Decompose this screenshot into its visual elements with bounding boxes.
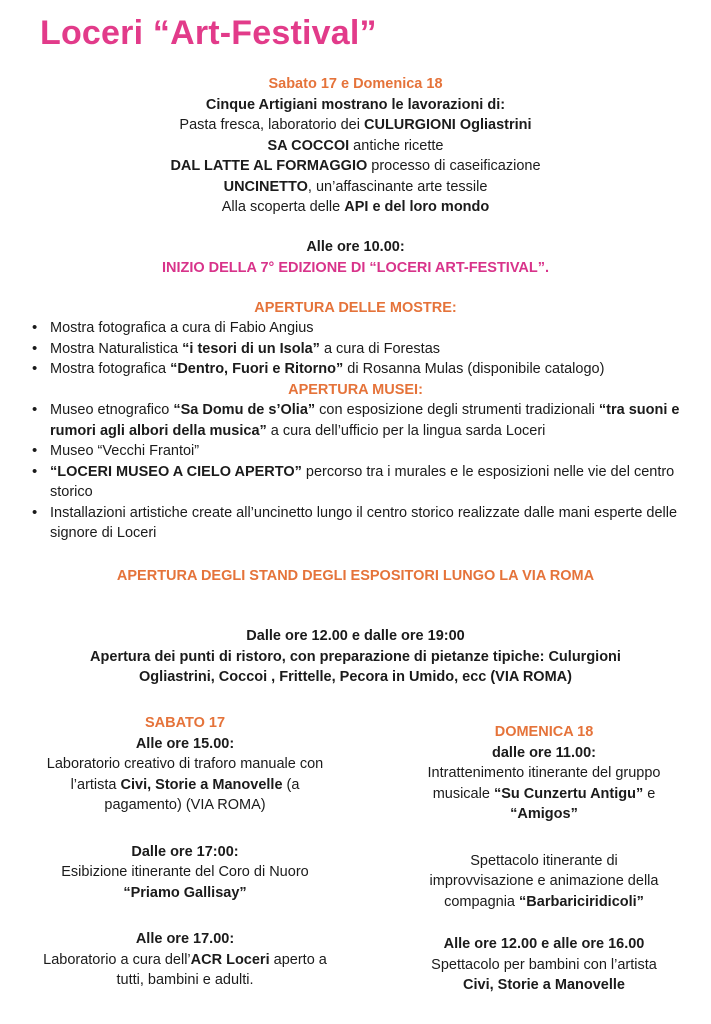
list-item: • “LOCERI MUSEO A CIELO APERTO” percorso tra i murales e le esposizioni nelle vie del centro storico: [30, 462, 695, 503]
intro-line-pasta: Pasta fresca, laboratorio dei CULURGIONI Ogliastrini: [179, 117, 532, 133]
list-item: • Museo “Vecchi Frantoi”: [30, 441, 695, 462]
event-text: improvvisazione e animazione della: [429, 873, 659, 889]
list-item: • Mostra fotografica “Dentro, Fuori e Ritorno” di Rosanna Mulas (disponibile catalogo): [30, 359, 695, 380]
event-text: pagamento) (VIA ROMA): [104, 797, 266, 813]
food-time: Dalle ore 12.00 e dalle ore 19:00: [246, 628, 465, 644]
sunday-heading: DOMENICA 18: [494, 724, 594, 740]
intro-dates: Sabato 17 e Domenica 18: [268, 76, 443, 92]
intro-section: [0, 74, 711, 218]
food-line-2: Ogliastrini, Coccoi , Frittelle, Pecora in Umido, ecc (VIA ROMA): [139, 669, 572, 685]
event-time: Dalle ore 17:00:: [131, 843, 239, 860]
food-line-1: Apertura dei punti di ristoro, con preparazione di pietanze tipiche: Culurgioni: [90, 648, 621, 665]
exhibitions-heading: APERTURA DELLE MOSTRE:: [254, 300, 457, 316]
event-text: “Priamo Gallisay”: [123, 884, 247, 901]
page-title: Loceri “Art-Festival”: [40, 14, 377, 52]
museums-list: [30, 400, 695, 544]
event-time: Alle ore 17.00:: [135, 931, 235, 947]
event-text: compagnia “Barbariciridicoli”: [444, 893, 644, 910]
event-text: Laboratorio a cura dell’ACR Loceri aperto a: [43, 951, 327, 968]
event-text: Spettacolo itinerante di: [470, 852, 618, 869]
list-item: • Mostra Naturalistica “i tesori di un Isola” a cura di Forestas: [30, 339, 695, 360]
event-text: Laboratorio creativo di traforo manuale con: [46, 756, 324, 772]
event-time: Alle ore 12.00 e alle ore 16.00: [443, 936, 645, 952]
museums-heading: APERTURA MUSEI:: [288, 382, 423, 398]
intro-lead: Cinque Artigiani mostrano le lavorazioni di:: [205, 96, 506, 113]
event-text: musicale “Su Cunzertu Antigu” e: [432, 785, 656, 802]
intro-line-api: Alla scoperta delle API e del loro mondo: [221, 199, 490, 215]
saturday-heading: SABATO 17: [144, 715, 226, 731]
event-text: “Amigos”: [510, 806, 578, 822]
opening-time: Alle ore 10.00:: [306, 239, 405, 255]
event-text: Spettacolo per bambini con l’artista: [431, 956, 657, 973]
intro-line-uncinetto: UNCINETTO, un’affascinante arte tessile: [223, 178, 488, 195]
stands-heading: APERTURA DEGLI STAND DEGLI ESPOSITORI LUNGO LA VIA ROMA: [116, 568, 595, 584]
intro-line-coccoi: SA COCCOI antiche ricette: [267, 137, 444, 154]
sunday-column: [372, 722, 711, 996]
list-item: • Museo etnografico “Sa Domu de s’Olia” con esposizione degli strumenti tradizionali “tra suoni e rumori agli albori della musica” a cura dell’ufficio per la lingua sarda Loceri: [30, 400, 695, 441]
list-item: • Mostra fotografica a cura di Fabio Angius: [30, 318, 695, 339]
saturday-column: [12, 713, 358, 991]
intro-line-formaggio: DAL LATTE AL FORMAGGIO processo di caseificazione: [170, 158, 541, 174]
event-text: tutti, bambini e adulti.: [116, 972, 254, 988]
event-time: Alle ore 15.00:: [135, 735, 235, 752]
event-time: dalle ore 11.00:: [492, 744, 596, 761]
list-item: • Installazioni artistiche create all’uncinetto lungo il centro storico realizzate dalle mani esperte delle signore di Loceri: [30, 503, 695, 544]
event-text: Civi, Storie a Manovelle: [463, 977, 625, 993]
event-text: Esibizione itinerante del Coro di Nuoro: [61, 864, 309, 880]
opening-section: [0, 237, 711, 278]
exhibitions-list: [30, 318, 695, 380]
event-text: Intrattenimento itinerante del gruppo: [427, 765, 661, 781]
event-text: l’artista Civi, Storie a Manovelle (a: [70, 776, 300, 793]
food-section: [0, 626, 711, 688]
opening-text: INIZIO DELLA 7° EDIZIONE DI “LOCERI ART-FESTIVAL”.: [161, 259, 550, 276]
